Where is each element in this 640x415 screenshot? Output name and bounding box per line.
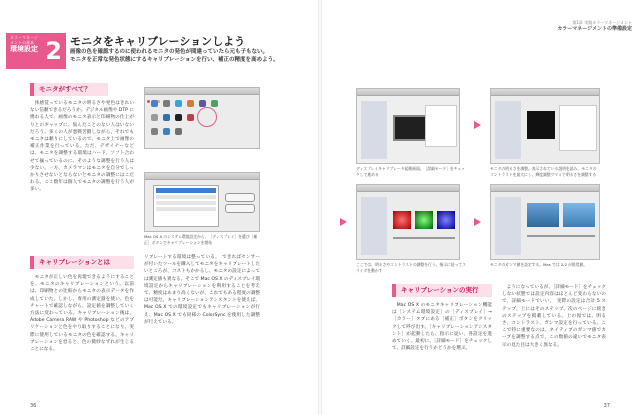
caption-2: ディスプレイキャリブレータ起動画面。［詳細モード］をチェックして進める	[356, 166, 466, 177]
open-profile-button[interactable]	[225, 204, 255, 213]
page-title: モニタをキャリブレーションしよう	[70, 35, 246, 48]
lead-line-1: 画像の色を確認するのに使われるモニタの発色が間違っていたら元も子もない。	[70, 49, 269, 55]
window-titlebar	[491, 185, 599, 192]
screenshot-display-color-tab	[144, 172, 260, 232]
monitor-graphic	[393, 115, 427, 141]
pref-icon	[187, 100, 194, 107]
screenshot-target-gamma	[490, 184, 600, 260]
page-number-right: 37	[603, 403, 610, 409]
running-head	[557, 20, 632, 32]
screenshot-brightness-step	[490, 88, 600, 164]
landscape-preview	[527, 203, 559, 227]
list-item	[156, 207, 216, 211]
steps-sidebar	[361, 101, 387, 159]
badge-number: 2	[45, 37, 62, 65]
right-body: ようになっているが、［詳細モード］をチェックしない状態では設定内容はほとんど変わらないので、詳細モードでいい。 実際の設定は合計 5 ステップ。上にはそのステップ、次のページに続きのステップを掲載している。上の図では、明るさ、コントラスト、ガンマ設定を行っている。ここで特に重要なのは、ネイティブのガンマ値でカーブを調整する点で、この数値の違いでモニタ表示の見た目は大きく異なる。	[502, 285, 606, 348]
highlight-circle	[197, 107, 217, 127]
instructions-panel	[425, 105, 457, 147]
profile-list	[153, 185, 219, 227]
middle-body: リブレートする環境は整っている。 できればセンサーが付いたツールを購入してモニタをキャリブレートしたいところが、コストもかかるし、モニタの設定によっては測定値も異なる。そこで Mac OS X のディスプレイ環境設定からキャリブレーションを利用することを考えて、精度はあまり高くないが、これでもある程度の調整は可能だ。キャリブレーションアシスタントを使えば、Mac OS X での環境設定でもキャリブレーションが行え、Mac OS X でも同様の ColorSync を使用した調整が行えている。	[144, 255, 260, 325]
badge-small-label: カラーマネージメントの基本	[10, 35, 38, 45]
window-titlebar	[145, 88, 259, 95]
section-why: モニタがすべて？	[30, 83, 108, 96]
target-gamma-slider[interactable]	[527, 235, 595, 237]
running-chapter: 第1章 実践カラーマネージメント	[572, 20, 632, 25]
steps-sidebar	[361, 197, 387, 255]
window-titlebar	[357, 89, 459, 96]
steps-sidebar	[495, 197, 521, 255]
list-item	[156, 188, 216, 193]
pref-icon	[199, 100, 206, 107]
caption-4: モニタの明るさを調整。表示されている説明を読み、モニタのコントラストを最大にし、輝度調整ツマミで明るさを調整する	[490, 166, 597, 177]
caption-3: ここでは、明るさやコントラストの調整を行う。指示に従ってスライダを動かす	[356, 262, 466, 273]
pref-icon	[175, 128, 182, 135]
section-calibration: キャリブレーションとは	[30, 256, 134, 269]
close-icon	[147, 100, 150, 103]
window-titlebar	[491, 89, 599, 96]
screenshot-calibrator-intro	[356, 88, 460, 164]
pref-icon	[187, 114, 194, 121]
list-item	[156, 195, 216, 199]
contrast-patch	[527, 111, 555, 139]
running-title: カラーマネージメントの準備設定	[557, 26, 632, 32]
why-body: 体感覚っているモニタの明るさや発色はきれいない信頼できるだろうか。デジタル画像や DTP に携わる人で、画像のモニタ表示と印刷物の仕上がりとのギャップに、悩んだことのない人はいないだろう。多くの人が悪戦苦闘しながら、それでもモニタは頼りにしているので、モニタ上で画像の補正作業を行っている。ただ、デザイナーなどは、モニタを調整する環境はハード、ソフト合わせて揃っているのに、そのような調整を行う人は少ない。一方、カメラマンはモニタを自分でしっかりさせないとならないとモニタの調整にはこだわる。ここ数年は個人でモニタの調整を行う人が多い。	[30, 101, 134, 193]
pref-icon	[163, 100, 170, 107]
red-gamma-patch	[393, 211, 411, 229]
pref-icon	[163, 114, 170, 121]
pref-icon	[151, 114, 158, 121]
pref-icon	[211, 100, 218, 107]
lead-line-2: モニタを正常な発色状態にするキャリブレーションを行い、補正の精度を高めよう。	[70, 57, 279, 63]
caption-5: モニタのガンマ値を設定する。Mac では 2.2 が推奨値。	[490, 262, 588, 267]
chapter-badge	[6, 33, 66, 69]
section-execution: キャリブレーションの実行	[392, 284, 492, 297]
landscape-preview	[563, 203, 595, 227]
calibration-body: モニタが正しい色を再現できるようにすることを、モニタのキャリブレーションという。以前は、印刷物との比較からモニタの表示データを作成していた。しかし、専用の測定器を使い、色をチャートで確認しながら、設定値を調整していく方法に変わっている。キャリブレーション後は、Adobe Camera RAW や Photoshop などのアプリケーションと色をやり取りすることになり、実際に使用しているモニタの色を確認する。キャリブレーションを怠ると、色の微妙なずれが生じることになる。	[30, 275, 134, 353]
badge-label: 環境設定	[10, 45, 38, 53]
caption-1: Mac OS X のシステム環境設定から、［ディスプレイ］を選び［補正］ボタンでキャリブレーションを開始	[144, 234, 258, 245]
steps-sidebar	[495, 101, 521, 159]
lead-text	[70, 48, 310, 64]
pref-icon	[175, 100, 182, 107]
list-item	[156, 201, 216, 205]
screenshot-gamma-adjust	[356, 184, 460, 260]
screenshot-system-preferences	[144, 87, 260, 149]
next-arrow	[474, 121, 481, 129]
calibrate-button[interactable]	[225, 193, 255, 202]
pref-icon	[151, 128, 158, 135]
next-arrow	[474, 218, 481, 226]
execution-body: Mac OS X のモニタキャリブレーション機能は［システム環境設定］の［ディスプレイ］→［カラー］タブにある［補正］ボタンをクリックして呼び出す。［キャリブレーションアシスタント］が起動したら、指示に従い、各設定を進めていく。最初に、［詳細モード］をチェックして、詳細設定を行うかどうかを選ぶ。	[392, 303, 492, 352]
instructions-panel	[559, 105, 597, 151]
page-number-left: 36	[30, 403, 37, 409]
window-titlebar	[357, 185, 459, 192]
pref-icon	[163, 128, 170, 135]
page-gutter	[318, 0, 322, 415]
blue-gamma-patch	[437, 211, 455, 229]
next-arrow	[340, 218, 347, 226]
display-icon	[175, 114, 182, 121]
window-titlebar	[145, 173, 259, 180]
gamma-slider[interactable]	[393, 237, 455, 239]
pref-icon	[151, 100, 158, 107]
green-gamma-patch	[415, 211, 433, 229]
